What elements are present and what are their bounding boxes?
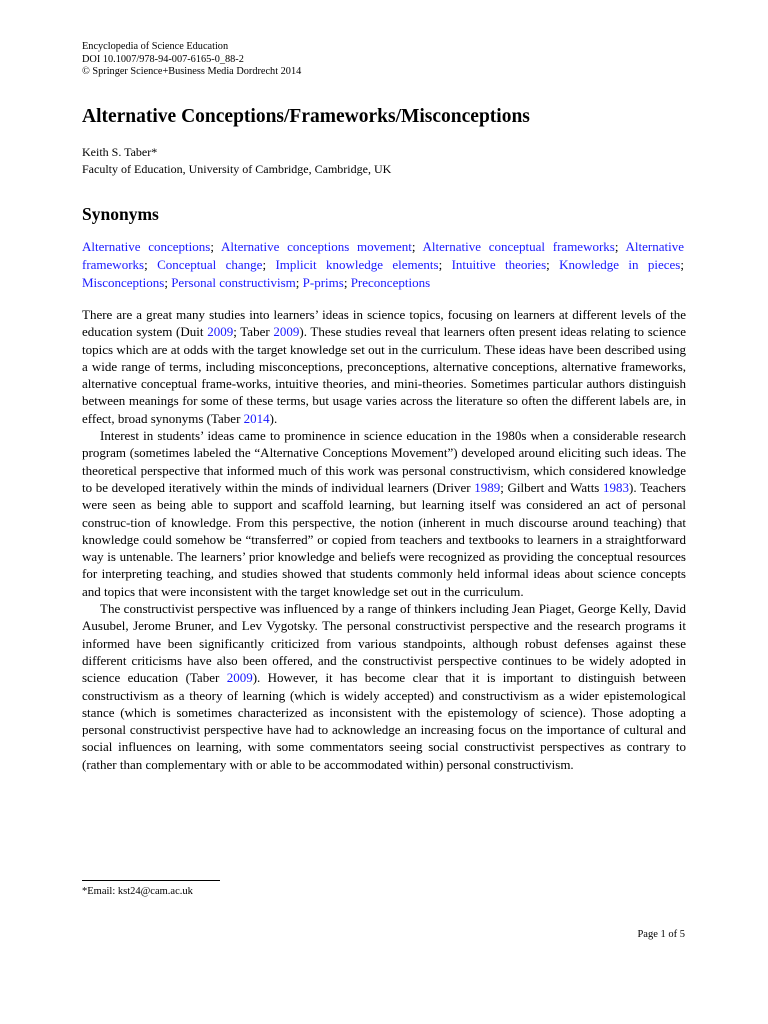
page-number: Page 1 of 5 xyxy=(637,929,685,940)
author-affiliation: Faculty of Education, University of Cambridge, Cambridge, UK xyxy=(82,161,392,176)
citation-link[interactable]: 2009 xyxy=(226,670,253,686)
synonym-link[interactable]: Knowledge in pieces xyxy=(559,257,681,272)
synonym-link[interactable]: P-prims xyxy=(302,275,344,290)
doi: DOI 10.1007/978-94-007-6165-0_88-2 xyxy=(82,53,244,65)
synonym-link[interactable]: Misconceptions xyxy=(82,275,165,290)
synonym-link[interactable]: Alternative frameworks xyxy=(82,239,684,272)
footnote-divider xyxy=(82,880,220,881)
footnote: *Email: kst24@cam.ac.uk xyxy=(82,886,193,897)
synonym-link[interactable]: Conceptual change xyxy=(157,257,263,272)
synonym-link[interactable]: Intuitive theories xyxy=(451,257,547,272)
synonym-link[interactable]: Implicit knowledge elements xyxy=(275,257,439,272)
synonyms-heading: Synonyms xyxy=(82,204,159,224)
author-name: Keith S. Taber* xyxy=(82,145,158,159)
paragraph-1: There are a great many studies into learners’ ideas in science topics, focusing on learners at different levels of the education system (Duit 2009; Taber 2009). These studies reveal that learners often present ideas relating to science topics which are at odds with the target knowledge set out in the curriculum. These ideas have been described using a wide range of terms, including misconceptions, preconceptions, alternative conceptions, alternative frameworks, alternative conceptual frame-works, intuitive theories, and mini-theories. Sometimes particular authors distinguish between meanings for some of these terms, but usage varies across the literature so often the different labels are, in effect, broad synonyms (Taber 2014). xyxy=(82,307,686,426)
paragraph-3: The constructivist perspective was influenced by a range of thinkers including Jean Piaget, George Kelly, David Ausubel, Jerome Bruner, and Lev Vygotsky. The personal constructivist perspective and the research programs it informed have been significantly criticized from various standpoints, although robust defenses against these different criticisms have also been offered, and the constructivist perspective continues to be widely adopted in science education (Taber 2009). However, it has become clear that it is important to distinguish between constructivism as a theory of learning (which is widely accepted) and constructivism as a wider epistemological stance (which is sometimes characterized as inconsistent with the epistemology of science). Those adopting a personal constructivist perspective have had to acknowledge an increasing focus on the importance of cultural and social influences on learning, with some commentators seeing social constructivist perspectives as contrary to (rather than complementary with or able to be accommodated within) personal constructivism. xyxy=(82,601,686,772)
citation-link[interactable]: 1989 xyxy=(474,479,501,495)
article-title: Alternative Conceptions/Frameworks/Misconceptions xyxy=(82,106,530,127)
synonym-link[interactable]: Alternative conceptions xyxy=(82,239,211,254)
synonym-link[interactable]: Alternative conceptual frameworks xyxy=(422,239,615,254)
synonym-link[interactable]: Personal constructivism xyxy=(171,275,296,290)
synonyms-list: Alternative conceptions; Alternative conceptions movement; Alternative conceptual frameworks; Alternative frameworks; Conceptual change; Implicit knowledge elements; Intuitive theories; Knowledge in pieces; Misconceptions; Personal constructivism; P-prims; Preconceptions xyxy=(82,239,684,290)
author-block xyxy=(82,144,391,177)
paragraph-2: Interest in students’ ideas came to prominence in science education in the 1980s when a considerable research program (sometimes labeled the “Alternative Conceptions Movement”) developed around eliciting such ideas. The theoretical perspective that informed much of this work was personal constructivism, which considered knowledge to be developed iteratively within the minds of individual learners (Driver 1989; Gilbert and Watts 1983). Teachers were seen as being able to support and scaffold learning, but learning itself was considered an act of personal construc-tion of knowledge. From this perspective, the notion (inherent in much discourse around teaching) that knowledge could somehow be “transferred” or copied from teachers and textbooks to learners in a straightforward way is untenable. The learners’ prior knowledge and beliefs were recognized as providing the conceptual resources for interpreting teaching, and studies showed that students commonly held informal ideas about science concepts and topics that were inconsistent with the target knowledge set out in the curriculum. xyxy=(82,428,686,599)
journal-header xyxy=(82,41,301,79)
article-body xyxy=(82,306,686,773)
citation-link[interactable]: 2009 xyxy=(273,324,300,340)
synonym-link[interactable]: Alternative conceptions movement xyxy=(220,239,412,254)
citation-link[interactable]: 1983 xyxy=(603,479,629,495)
citation-link[interactable]: 2014 xyxy=(243,410,270,426)
copyright: © Springer Science+Business Media Dordrecht 2014 xyxy=(82,66,302,77)
journal-name: Encyclopedia of Science Education xyxy=(82,41,229,52)
citation-link[interactable]: 2009 xyxy=(207,324,234,340)
synonym-link[interactable]: Preconceptions xyxy=(350,275,431,290)
